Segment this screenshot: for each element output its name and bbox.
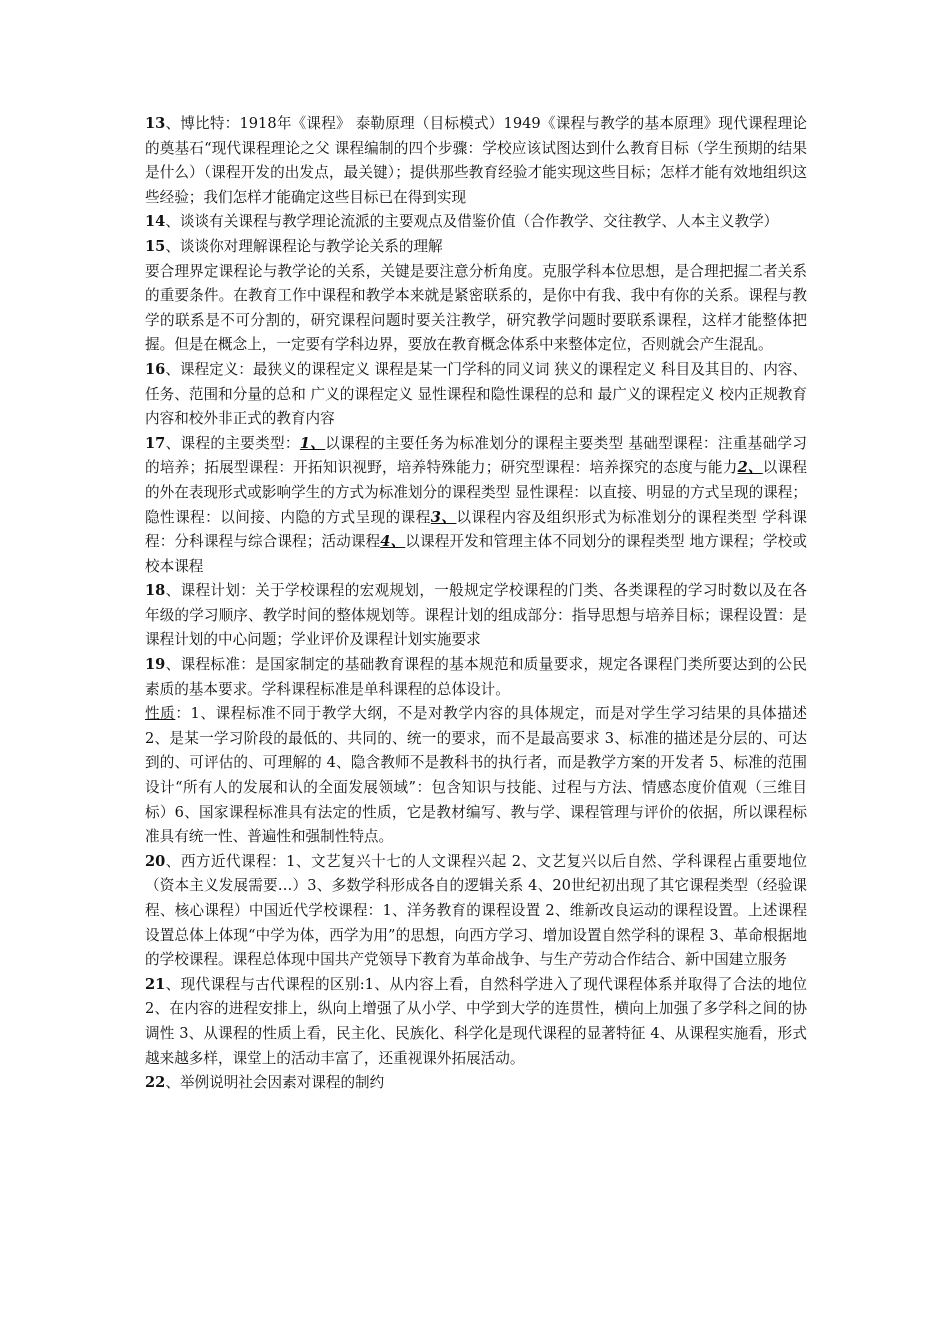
section-text: 、谈谈你对理解课程论与教学论关系的理解 [165,237,443,255]
section-22 [145,1071,807,1096]
section-18 [145,579,807,653]
type-marker-4: 4、 [380,533,406,551]
section-text: 、谈谈有关课程与教学理论流派的主要观点及借鉴价值（合作教学、交往教学、人本主义教学） [165,213,779,231]
section-13 [145,112,807,210]
section-17 [145,432,807,580]
section-text: 、课程定义：最狭义的课程定义 课程是某一门学科的同义词 狭义的课程定义 科目及其目的、内容、任务、范围和分量的总和 广义的课程定义 显性课程和隐性课程的总和 最广义的课程定义 校内正规教育内容和校外非正式的教育内容 [145,360,807,428]
type-marker-3: 3、 [430,508,457,526]
section-16 [145,358,807,432]
section-text: 以课程内容及组织形式为标准划分的课程类型 学科课程：分科课程与综合课程；活动课程 [145,508,807,551]
section-text: 、现代课程与古代课程的区别:1、从内容上看，自然科学进入了现代课程体系并取得了合法的地位 2、在内容的进程安排上，纵向上增强了从小学、中学到大学的连贯性，横向上加强了多学科之间的协调性 3、从课程的性质上看，民主化、民族化、科学化是现代课程的显著特征 4、从课程实施看，形式越来越多样，课堂上的活动丰富了，还重视课外拓展活动。 [145,975,807,1067]
section-number: 21 [145,975,166,993]
section-text: 、举例说明社会因素对课程的制约 [165,1074,385,1092]
section-14 [145,210,807,235]
section-number: 19 [145,656,166,674]
section-text: 以课程开发和管理主体不同划分的课程类型 地方课程；学校或校本课程 [145,533,807,575]
section-21 [145,973,807,1071]
section-number: 16 [145,360,166,378]
section-19-nature [145,702,807,850]
section-text: 、博比特：1918年《课程》 泰勒原理（目标模式）1949《课程与教学的基本原理》现代课程理论的奠基石“现代课程理论之父 课程编制的四个步骤：学校应该试图达到什么教育目标（学生预期的结果是什么）（课程开发的出发点，最关键）；提供那些教育经验才能实现这些目标；怎样才能有效地组织这些经验；我们怎样才能确定这些目标已在得到实现 [145,115,807,206]
section-number: 14 [145,213,166,231]
section-15 [145,235,807,260]
nature-text: ：1、课程标准不同于教学大纲，不是对教学内容的具体规定，而是对学生学习结果的具体描述 2、是某一学习阶段的最低的、共同的、统一的要求，而不是最高要求 3、标准的描述是分层的、可达到的、可评估的、可理解的 4、隐含教师不是教科书的执行者，而是教学方案的开发者 5、标准的范围设计“所有人的发展和认的全面发展领域”：包含知识与技能、过程与方法、情感态度价值观（三维目标）6、国家课程标准具有法定的性质，它是教材编写、教与学、课程管理与评价的依据，所以课程标准具有统一性、普遍性和强制性特点。 [145,705,807,846]
section-text: 、课程的主要类型： [165,434,300,452]
section-number: 13 [145,115,166,132]
section-19 [145,653,807,702]
section-text: 以课程的主要任务为标准划分的课程主要类型 基础型课程：注重基础学习的培养；拓展型课程：开拓知识视野，培养特殊能力；研究型课程：培养探究的态度与能力 [145,434,807,477]
section-text: 、课程计划：关于学校课程的宏观规划，一般规定学校课程的门类、各类课程的学习时数以及在各年级的学习顺序、教学时间的整体规划等。课程计划的组成部分：指导思想与培养目标；课程设置：是课程计划的中心问题；学业评价及课程计划实施要求 [145,582,807,649]
document-page [145,112,807,1096]
type-marker-1: 1、 [299,434,326,452]
section-15-body: 要合理界定课程论与教学论的关系，关键是要注意分析角度。克服学科本位思想，是合理把握二者关系的重要条件。在教育工作中课程和教学本来就是紧密联系的，是你中有我、我中有你的关系。课程与教学的联系是不可分割的，研究课程问题时要关注教学，研究教学问题时要联系课程，这样才能整体把握。但是在概念上，一定要有学科边界，要放在教育概念体系中来整体定位，否则就会产生混乱。 [145,262,807,354]
section-20 [145,850,807,973]
type-marker-2: 2、 [737,459,763,477]
section-text: 以课程的外在表现形式或影响学生的方式为标准划分的课程类型 显性课程：以直接、明显的方式呈现的课程；隐性课程：以间接、内隐的方式呈现的课程 [145,459,807,526]
section-text: 、西方近代课程：1、文艺复兴十七的人文课程兴起 2、文艺复兴以后自然、学科课程占重要地位（资本主义发展需要…）3、多数学科形成各自的逻辑关系 4、20世纪初出现了其它课程类型（经验课程、核心课程）中国近代学校课程：1、洋务教育的课程设置 2、维新改良运动的课程设置。上述课程设置总体上体现“中学为体，西学为用”的思想，向西方学习、增加设置自然学科的课程 3、革命根据地的学校课程。课程总体现中国共产党领导下教育为革命战争、与生产劳动合作结合、新中国建立服务 [145,852,807,969]
section-text: 、课程标准：是国家制定的基础教育课程的基本规范和质量要求，规定各课程门类所要达到的公民素质的基本要求。学科课程标准是单科课程的总体设计。 [145,656,807,698]
section-number: 22 [145,1074,166,1092]
section-number: 15 [145,237,166,255]
section-number: 17 [145,434,166,452]
section-number: 20 [145,852,166,870]
nature-label: 性质 [145,705,176,723]
section-number: 18 [145,582,166,600]
